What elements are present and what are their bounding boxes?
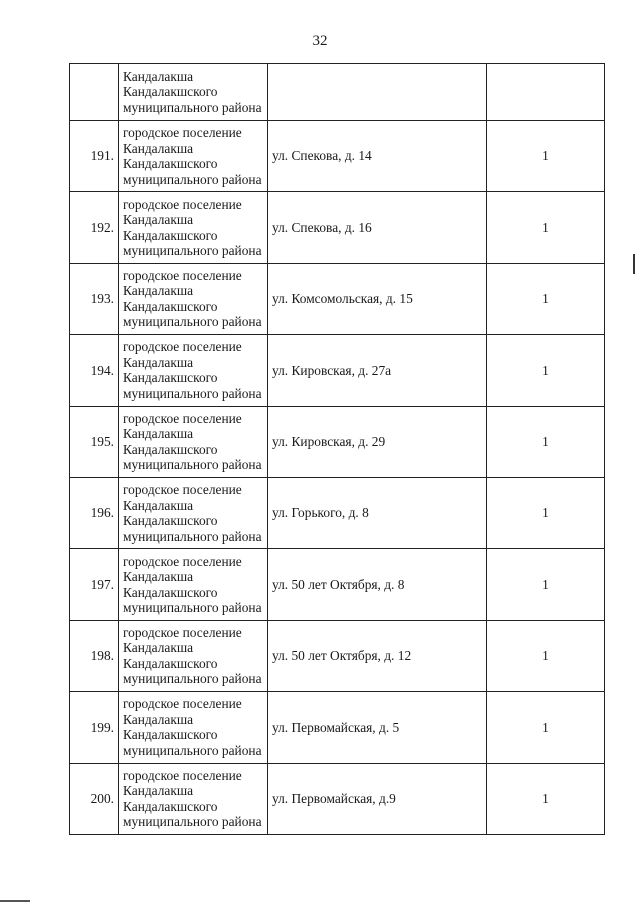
quantity-cell: 1 — [487, 263, 605, 334]
settlement-cell: городское поселение Кандалакша Кандалакшского муниципального района — [119, 549, 268, 620]
row-number-cell: 192. — [70, 192, 119, 263]
table-row — [70, 335, 605, 406]
quantity-cell — [487, 64, 605, 121]
quantity-cell: 1 — [487, 692, 605, 763]
row-number-cell: 193. — [70, 263, 119, 334]
quantity-cell: 1 — [487, 477, 605, 548]
quantity-cell: 1 — [487, 763, 605, 834]
row-number-cell: 196. — [70, 477, 119, 548]
row-number-cell: 200. — [70, 763, 119, 834]
page-number: 32 — [312, 33, 328, 49]
settlement-cell: Кандалакша Кандалакшского муниципального района — [119, 64, 268, 121]
address-cell: ул. Горького, д. 8 — [268, 477, 487, 548]
table-row — [70, 763, 605, 834]
address-cell: ул. Комсомольская, д. 15 — [268, 263, 487, 334]
quantity-cell: 1 — [487, 620, 605, 691]
row-number-cell: 194. — [70, 335, 119, 406]
records-table-body — [70, 64, 605, 835]
address-cell: ул. Спекова, д. 14 — [268, 121, 487, 192]
table-row — [70, 620, 605, 691]
table-row — [70, 549, 605, 620]
quantity-cell: 1 — [487, 335, 605, 406]
settlement-cell: городское поселение Кандалакша Кандалакшского муниципального района — [119, 263, 268, 334]
row-number-cell: 195. — [70, 406, 119, 477]
address-cell: ул. Первомайская, д. 5 — [268, 692, 487, 763]
settlement-cell: городское поселение Кандалакша Кандалакшского муниципального района — [119, 692, 268, 763]
address-cell: ул. Кировская, д. 29 — [268, 406, 487, 477]
table-row — [70, 263, 605, 334]
records-table — [69, 63, 605, 835]
settlement-cell: городское поселение Кандалакша Кандалакшского муниципального района — [119, 335, 268, 406]
table-row — [70, 406, 605, 477]
quantity-cell: 1 — [487, 406, 605, 477]
address-cell: ул. Первомайская, д.9 — [268, 763, 487, 834]
address-cell: ул. Спекова, д. 16 — [268, 192, 487, 263]
table-row-continuation — [70, 64, 605, 121]
quantity-cell: 1 — [487, 121, 605, 192]
table-row — [70, 477, 605, 548]
table-row — [70, 121, 605, 192]
address-cell: ул. 50 лет Октября, д. 8 — [268, 549, 487, 620]
settlement-cell: городское поселение Кандалакша Кандалакшского муниципального района — [119, 192, 268, 263]
settlement-cell: городское поселение Кандалакша Кандалакшского муниципального района — [119, 477, 268, 548]
table-row — [70, 692, 605, 763]
address-cell: ул. 50 лет Октября, д. 12 — [268, 620, 487, 691]
settlement-cell: городское поселение Кандалакша Кандалакшского муниципального района — [119, 406, 268, 477]
settlement-cell: городское поселение Кандалакша Кандалакшского муниципального района — [119, 763, 268, 834]
scan-edge-mark — [633, 254, 635, 274]
settlement-cell: городское поселение Кандалакша Кандалакшского муниципального района — [119, 620, 268, 691]
row-number-cell: 191. — [70, 121, 119, 192]
row-number-cell: 197. — [70, 549, 119, 620]
address-cell: ул. Кировская, д. 27а — [268, 335, 487, 406]
row-number-cell: 199. — [70, 692, 119, 763]
table-row — [70, 192, 605, 263]
settlement-cell: городское поселение Кандалакша Кандалакшского муниципального района — [119, 121, 268, 192]
row-number-cell: 198. — [70, 620, 119, 691]
row-number-cell — [70, 64, 119, 121]
scan-edge-mark-bottom — [0, 900, 30, 902]
address-cell — [268, 64, 487, 121]
quantity-cell: 1 — [487, 192, 605, 263]
quantity-cell: 1 — [487, 549, 605, 620]
